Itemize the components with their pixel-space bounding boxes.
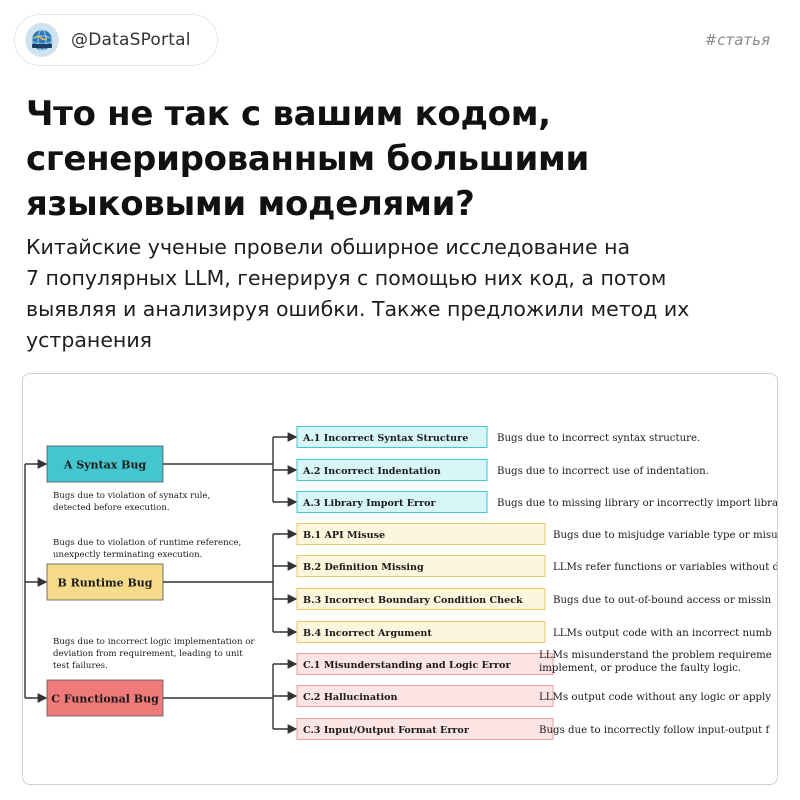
diagram-figure [22,373,778,785]
category-desc: Bugs due to violation of synatx rule, [53,491,211,501]
avatar[interactable] [25,23,59,57]
category-desc: test failures. [53,661,108,671]
subcategory-label: A.3 Library Import Error [303,498,436,509]
page-subtitle [26,232,786,356]
subcategory-label: B.4 Incorrect Argument [303,628,432,639]
subcategory-desc: LLMs misunderstand the problem requireme [539,650,772,661]
category-desc: Bugs due to violation of runtime reference, [53,538,242,548]
subcategory-label: C.1 Misunderstanding and Logic Error [303,660,511,671]
subcategory-label: B.1 API Misuse [303,530,386,541]
subcategory-desc: Bugs due to incorrect syntax structure. [497,433,701,444]
category-label: C Functional Bug [51,692,159,706]
hashtag-label[interactable]: #статья [704,31,770,49]
subcategory-label: C.3 Input/Output Format Error [303,725,469,736]
subcategory-desc: Bugs due to misjudge variable type or misu [553,530,778,541]
subcategory-label: B.3 Incorrect Boundary Condition Check [303,595,523,606]
subcategory-desc: Bugs due to incorrect use of indentation. [497,466,709,477]
subcategory-label: A.1 Incorrect Syntax Structure [303,433,469,444]
subcategory-desc: Bugs due to incorrectly follow input-output f [539,725,770,736]
channel-pill[interactable] [14,14,218,66]
subcategory-label: B.2 Definition Missing [303,562,424,573]
subcategory-desc: Bugs due to missing library or incorrectly import libra [497,498,779,509]
category-desc: detected before execution. [53,503,170,513]
channel-handle[interactable]: @DataSPortal [71,30,191,50]
subtitle-line: выявляя и анализируя ошибки. Также предложили метод их [26,297,690,321]
subcategory-desc: LLMs refer functions or variables without d [553,562,779,573]
category-label: B Runtime Bug [57,576,153,590]
title-line: языковыми моделями? [26,184,475,224]
title-line: Что не так с вашим кодом, [26,94,551,134]
subcategory-desc: LLMs output code with an incorrect numb [553,628,772,639]
bug-taxonomy-diagram [23,374,778,785]
subtitle-line: устранения [26,328,152,352]
subtitle-line: 7 популярных LLM, генерируя с помощью них код, а потом [26,266,667,290]
subcategory-desc: Bugs due to out-of-bound access or missin [553,595,772,606]
category-desc: deviation from requirement, leading to unit [53,649,243,659]
subcategory-label: A.2 Incorrect Indentation [303,466,441,477]
subcategory-desc: LLMs output code without any logic or apply [539,692,772,703]
subcategory-desc: implement, or produce the faulty logic. [539,663,742,674]
subtitle-line: Китайские ученые провели обширное исследование на [26,235,631,259]
category-desc: Bugs due to incorrect logic implementation or [53,637,255,647]
globe-logo-icon [27,25,57,55]
page-title [26,92,786,227]
title-line: сгенерированным большими [26,139,590,179]
category-desc: unexpectly terminating execution. [53,550,203,560]
subcategory-label: C.2 Hallucination [303,692,398,703]
category-label: A Syntax Bug [63,458,147,472]
